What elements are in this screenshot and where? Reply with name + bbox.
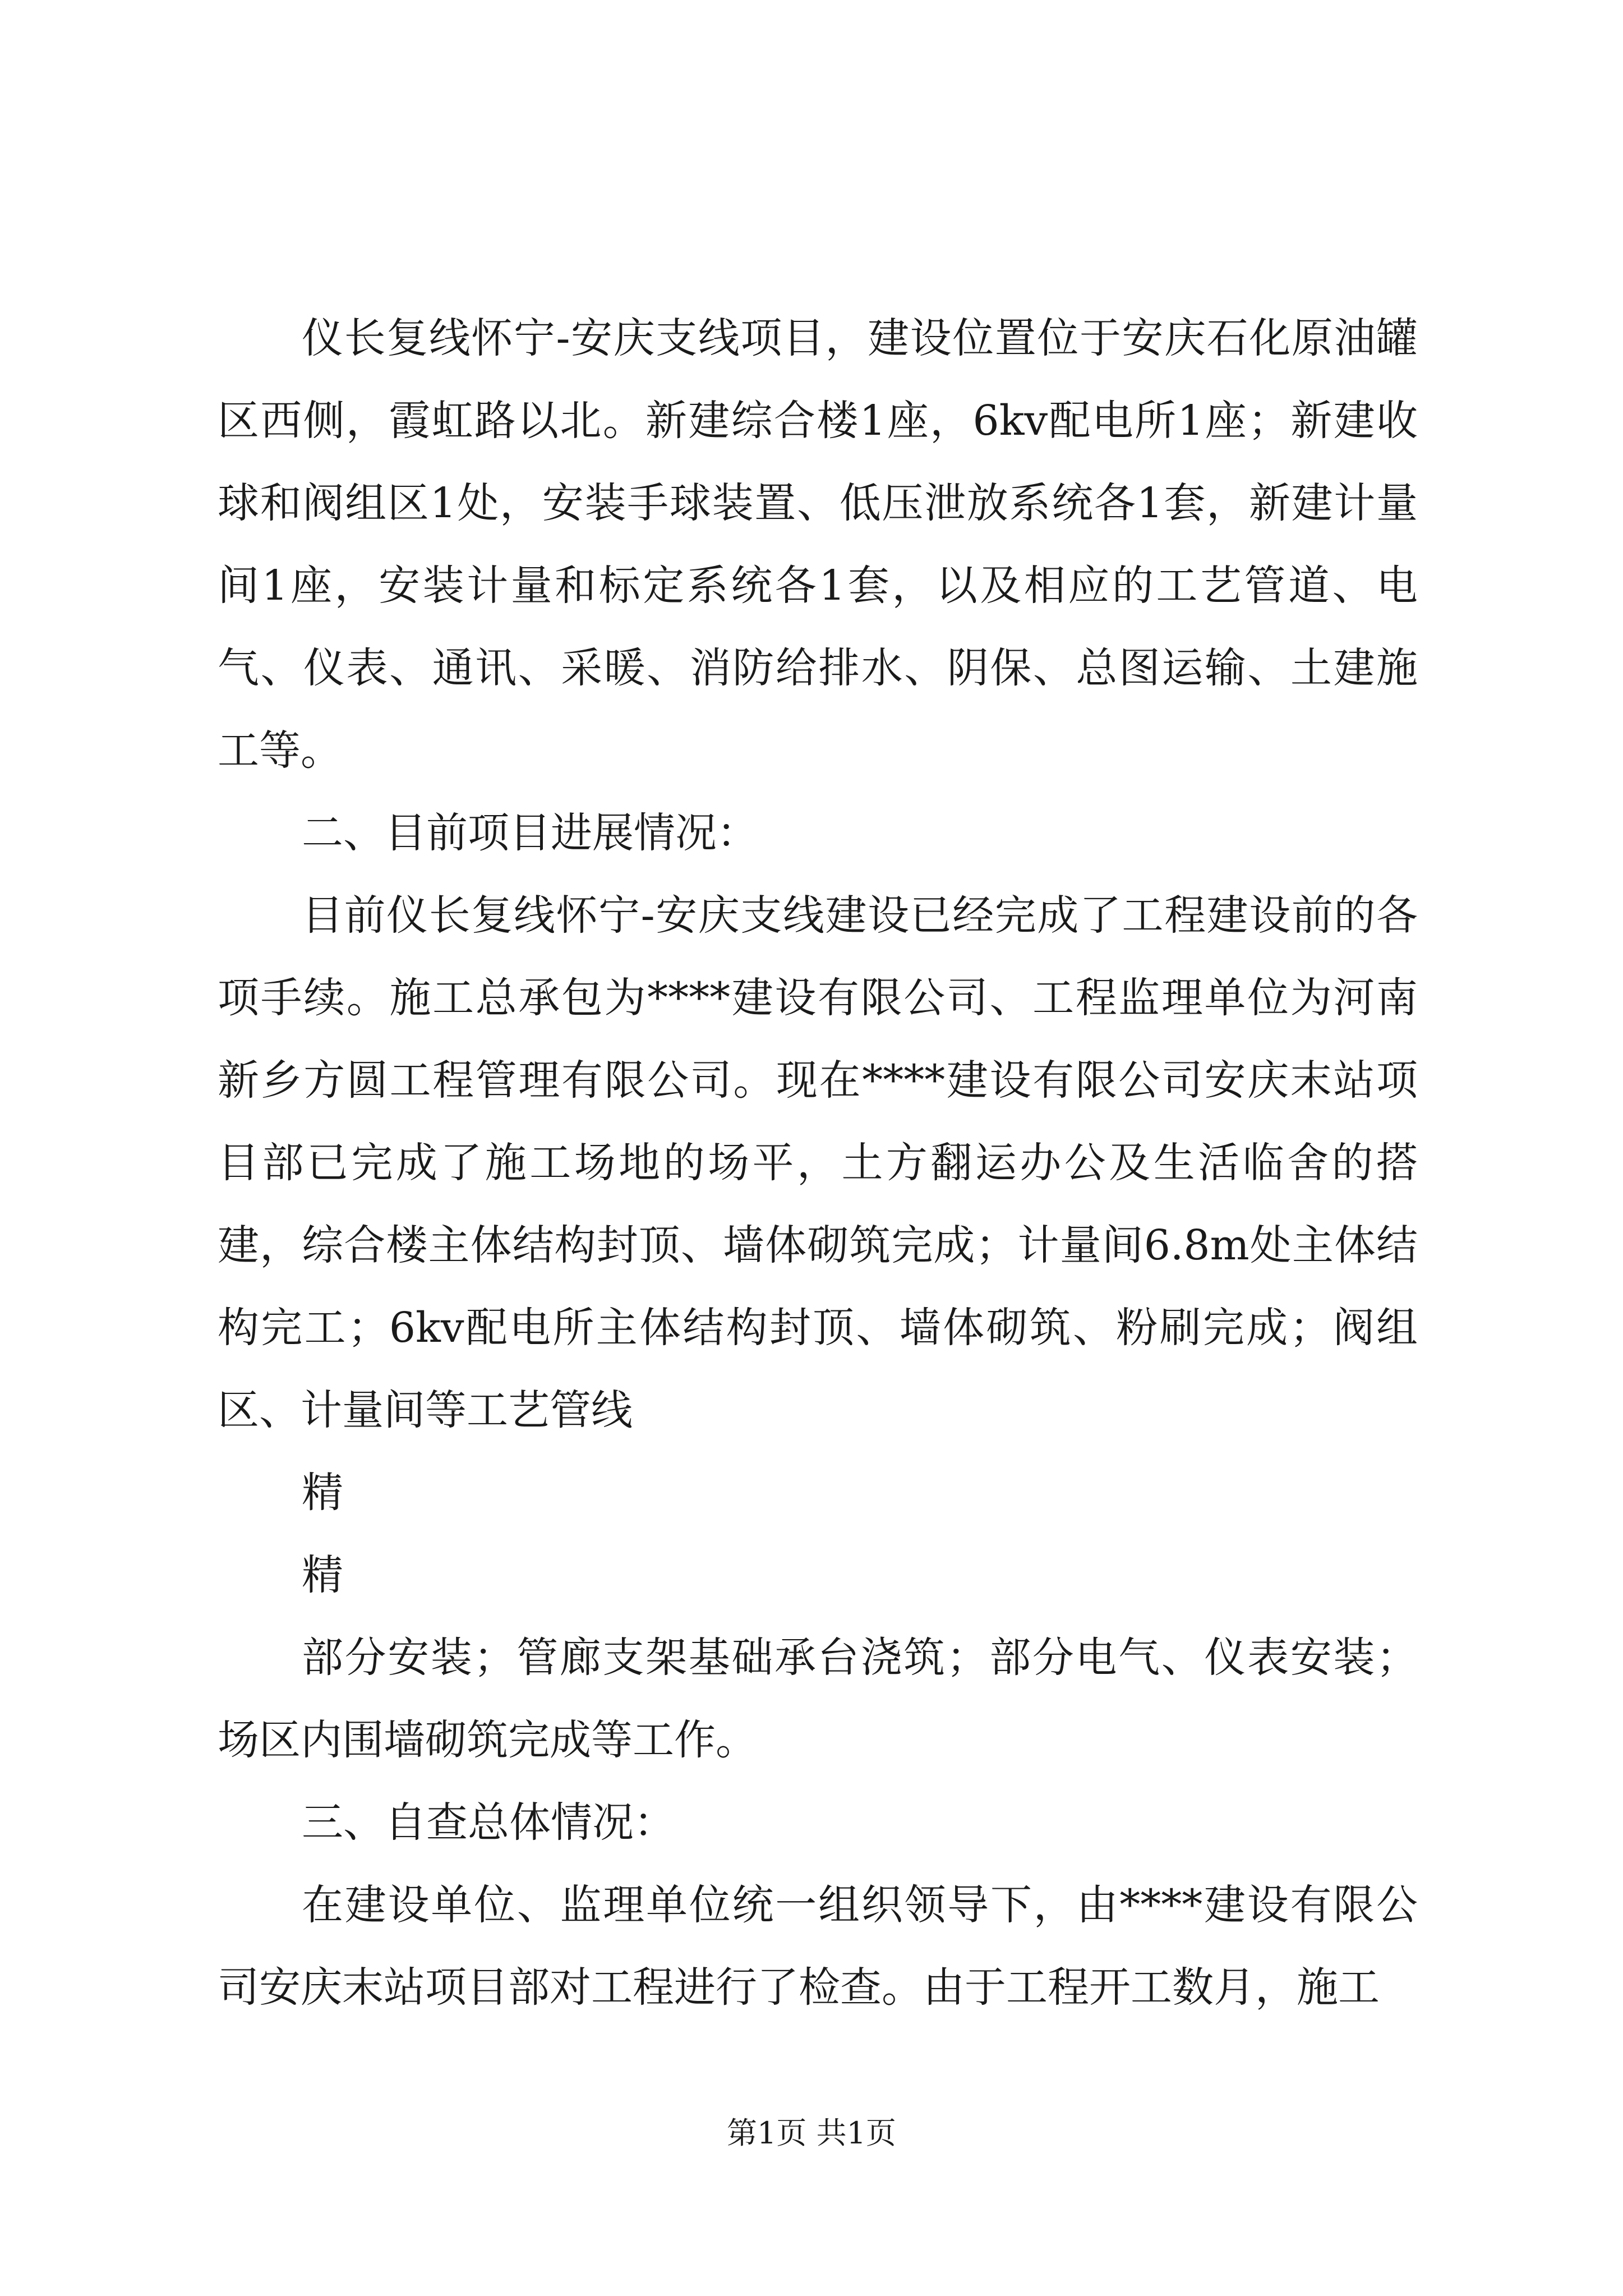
- section-heading-progress: 二、目前项目进展情况：: [302, 809, 758, 857]
- paragraph-project-overview: 仪长复线怀宁-安庆支线项目，建设位置位于安庆石化原油罐区西侧，霞虹路以北。新建综合楼1座，6kv配电所1座；新建收球和阀组区1处，安装手球装置、低压泄放系统各1套，新建计量间1座，安装计量和标定系统各1套，以及相应的工艺管道、电气、仪表、通讯、采暖、消防给排水、阴保、总图运输、土建施工等。: [218, 314, 1418, 775]
- paragraph-fragment: 精: [302, 1551, 343, 1599]
- paragraph-self-inspection: 在建设单位、监理单位统一组织领导下，由****建设有限公司安庆末站项目部对工程进行了检查。由于工程开工数月，施工: [218, 1881, 1418, 2012]
- document-body: [218, 297, 1418, 2029]
- paragraph-fragment: 精: [302, 1469, 343, 1517]
- page-footer: [0, 2109, 1623, 2152]
- paragraph-progress: 目前仪长复线怀宁-安庆支线建设已经完成了工程建设前的各项手续。施工总承包为****建设有限公司、工程监理单位为河南新乡方圆工程管理有限公司。现在****建设有限公司安庆末站项目部已完成了施工场地的场平，土方翻运办公及生活临舍的搭建，综合楼主体结构封顶、墙体砌筑完成；计量间6.8m处主体结构完工；6kv配电所主体结构封顶、墙体砌筑、粉刷完成；阀组区、计量间等工艺管线: [218, 891, 1418, 1434]
- page-number-label: 第1页 共1页: [727, 2115, 896, 2151]
- paragraph-progress-continued: 部分安装；管廊支架基础承台浇筑；部分电气、仪表安装；场区内围墙砌筑完成等工作。: [218, 1634, 1418, 1764]
- section-heading-self-inspection: 三、自查总体情况：: [302, 1798, 675, 1847]
